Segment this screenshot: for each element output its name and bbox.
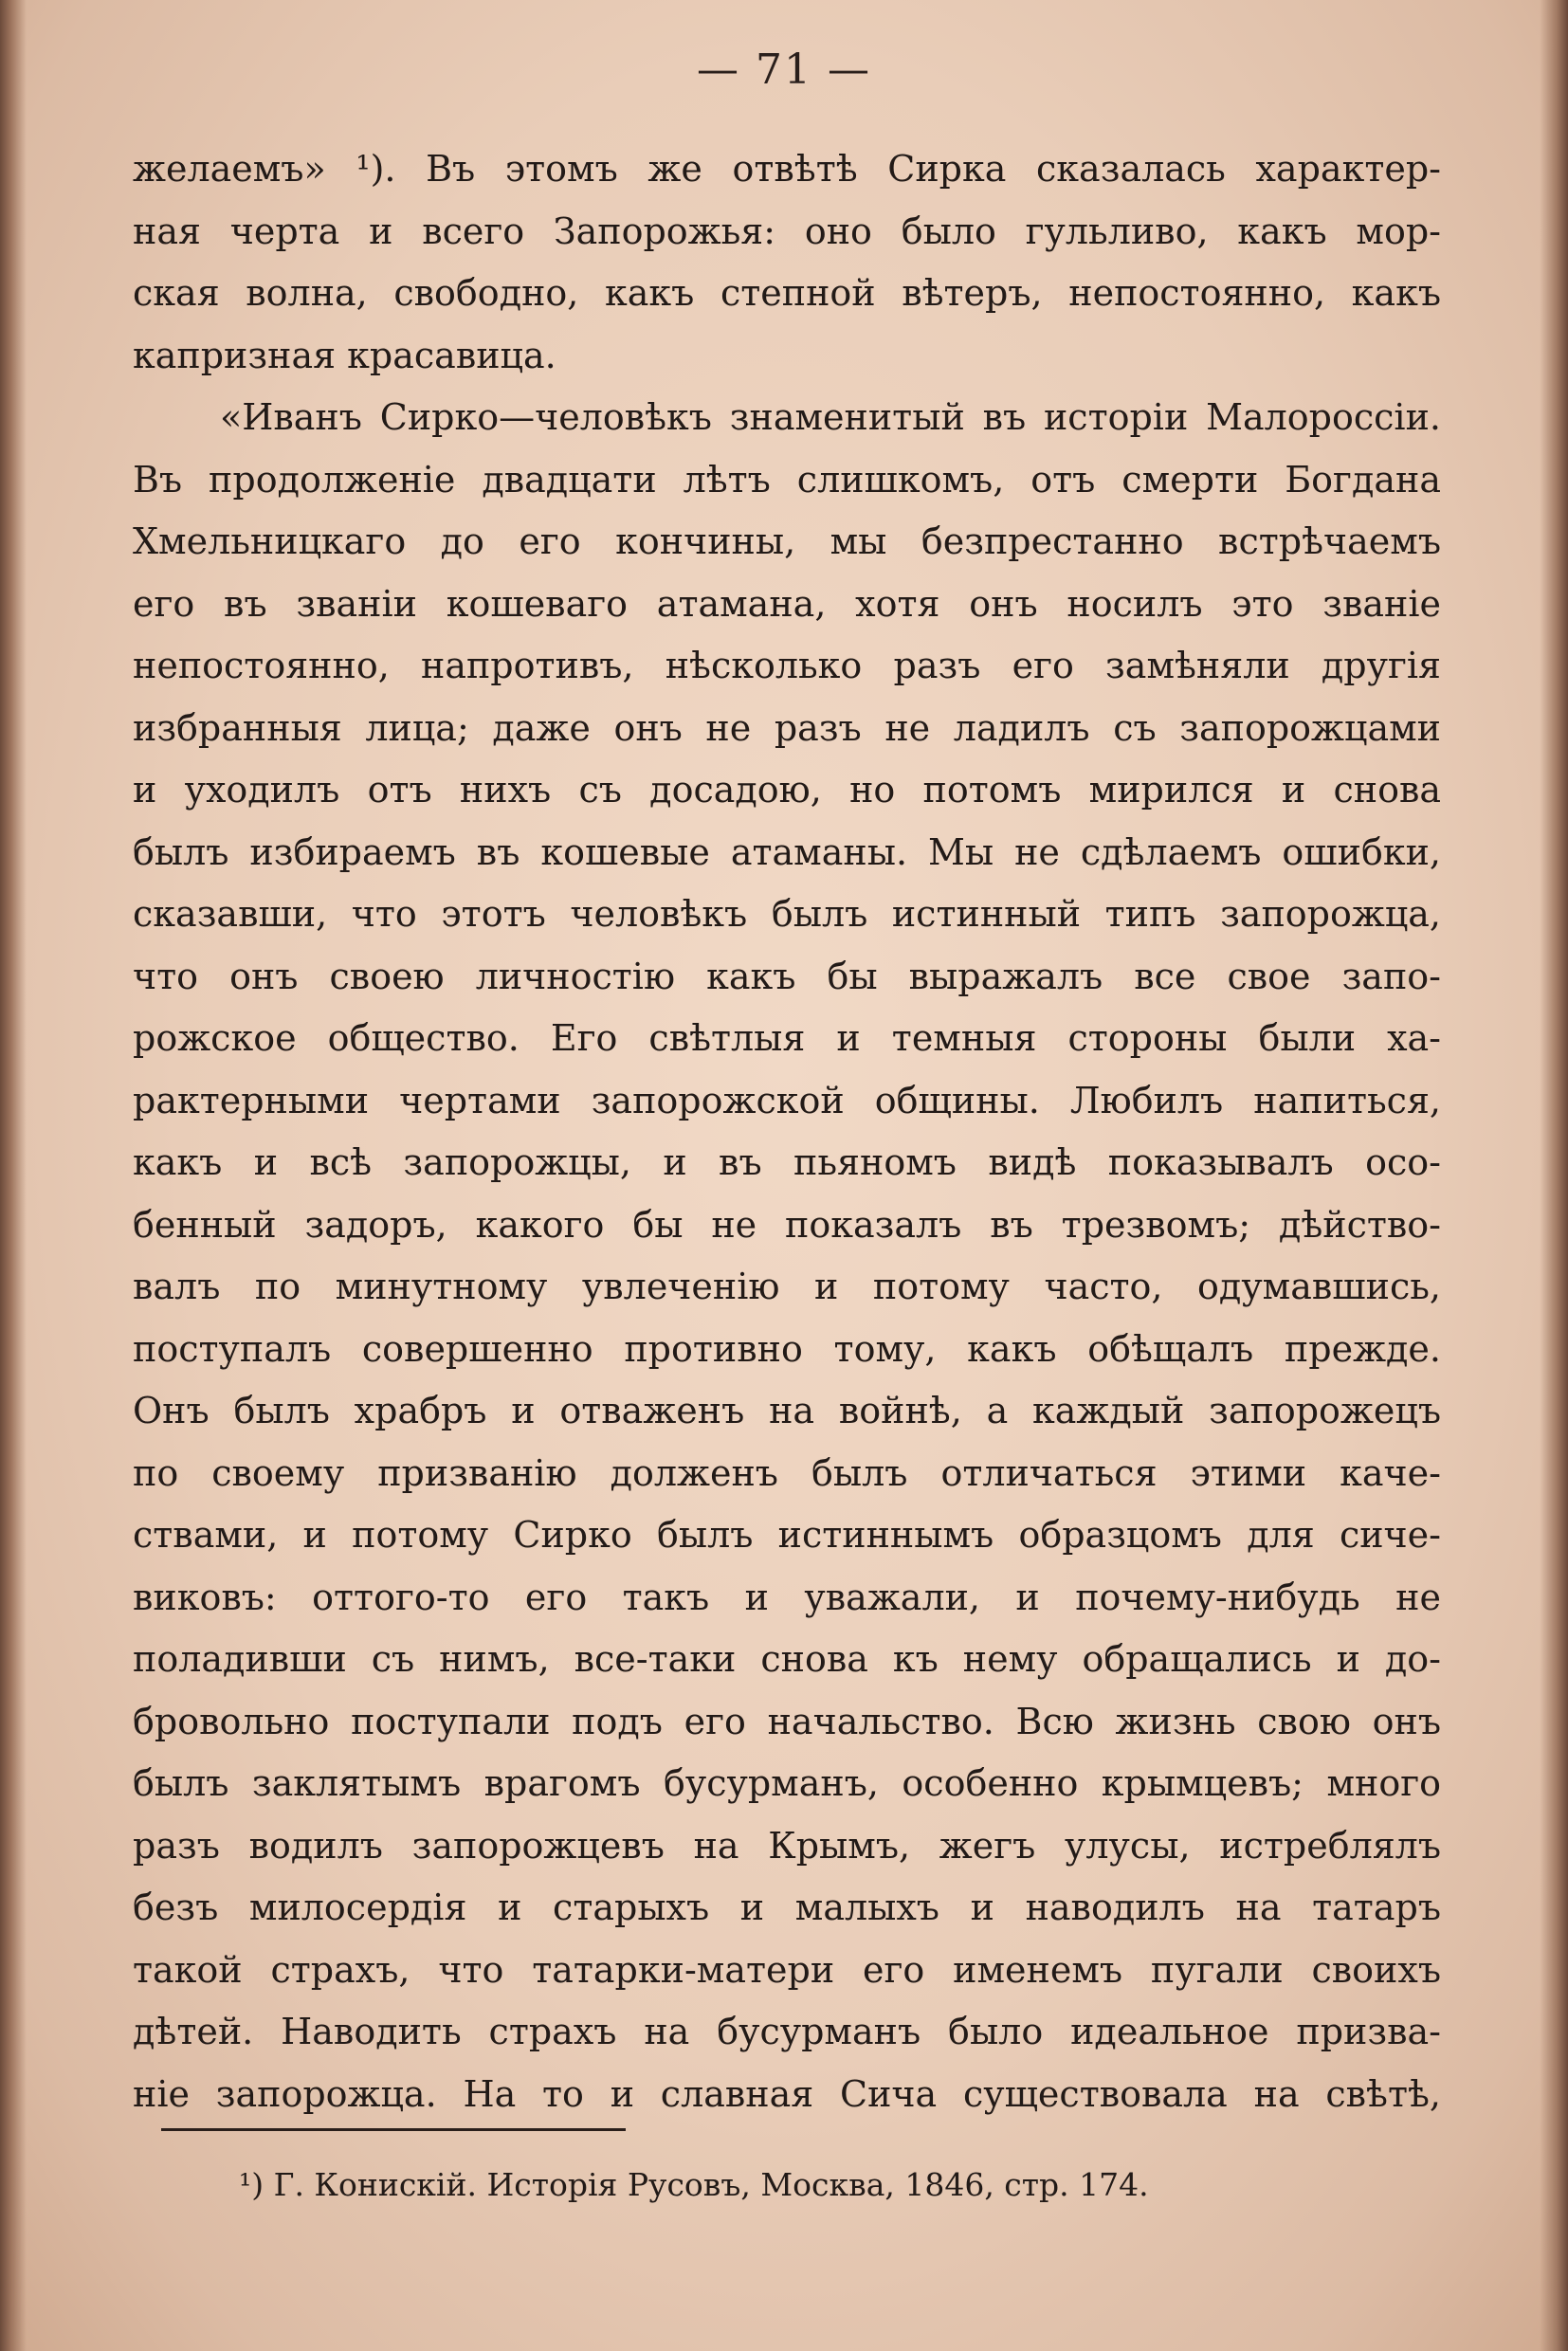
text-line: желаемъ» ¹). Въ этомъ же отвѣтѣ Сирка сказалась характер-	[133, 148, 1441, 190]
text-line: что онъ своею личностію какъ бы выражалъ все свое запо-	[133, 955, 1441, 997]
text-line: бенный задоръ, какого бы не показалъ въ трезвомъ; дѣйство-	[133, 1203, 1441, 1246]
text-line: валъ по минутному увлеченію и потому часто, одумавшись,	[133, 1266, 1441, 1307]
text-line: поладивши съ нимъ, все-таки снова къ нему обращались и до-	[133, 1638, 1441, 1680]
text-line: былъ заклятымъ врагомъ бусурманъ, особенно крымцевъ; много	[133, 1762, 1441, 1804]
text-line: ствами, и потому Сирко былъ истиннымъ образцомъ для сиче-	[133, 1514, 1441, 1556]
footnote-divider	[161, 2128, 626, 2131]
text-line: ская волна, свободно, какъ степной вѣтеръ, непостоянно, какъ	[133, 272, 1441, 314]
text-line: и уходилъ отъ нихъ съ досадою, но потомъ мирился и снова	[133, 769, 1441, 811]
text-line: дѣтей. Наводить страхъ на бусурманъ было идеальное призва-	[133, 2011, 1441, 2052]
text-line: сказавши, что этотъ человѣкъ былъ истинный типъ запорожца,	[133, 893, 1441, 935]
text-line: Онъ былъ храбръ и отваженъ на войнѣ, а каждый запорожецъ	[133, 1390, 1441, 1431]
body-text	[133, 138, 1441, 2125]
text-line: Хмельницкаго до его кончины, мы безпрестанно встрѣчаемъ	[133, 520, 1441, 562]
text-line: ніе запорожца. На то и славная Сича существовала на свѣтѣ,	[133, 2072, 1441, 2115]
text-line: капризная красавица.	[133, 334, 556, 376]
text-line: бровольно поступали подъ его начальство. Всю жизнь свою онъ	[133, 1700, 1441, 1742]
text-line: разъ водилъ запорожцевъ на Крымъ, жегъ улусы, истреблялъ	[133, 1824, 1441, 1867]
text-line: такой страхъ, что татарки-матери его именемъ пугали своихъ	[133, 1948, 1441, 1991]
text-line: по своему призванію долженъ былъ отличаться этими каче-	[133, 1451, 1441, 1494]
page-edge-right	[1540, 0, 1568, 2351]
text-line: виковъ: оттого-то его такъ и уважали, и почему-нибудь не	[133, 1576, 1441, 1618]
text-line: былъ избираемъ въ кошевые атаманы. Мы не сдѣлаемъ ошибки,	[133, 830, 1441, 873]
footnote: ¹) Г. Конискій. Исторія Русовъ, Москва, 1846, стр. 174.	[239, 2166, 1149, 2203]
text-line: рактерными чертами запорожской общины. Любилъ напиться,	[133, 1079, 1441, 1121]
text-line: поступалъ совершенно противно тому, какъ обѣщалъ прежде.	[133, 1327, 1441, 1370]
text-line: безъ милосердія и старыхъ и малыхъ и наводилъ на татаръ	[133, 1886, 1441, 1928]
page-number: — 71 —	[697, 46, 871, 94]
text-line: его въ званіи кошеваго атамана, хотя онъ носилъ это званіе	[133, 582, 1441, 625]
text-line: рожское общество. Его свѣтлыя и темныя стороны были ха-	[133, 1017, 1441, 1059]
text-line: ная черта и всего Запорожья: оно было гульливо, какъ мор-	[133, 210, 1441, 252]
text-line: избранныя лица; даже онъ не разъ не ладилъ съ запорожцами	[133, 706, 1441, 749]
text-line: Въ продолженіе двадцати лѣтъ слишкомъ, отъ смерти Богдана	[133, 458, 1441, 501]
text-line: какъ и всѣ запорожцы, и въ пьяномъ видѣ показывалъ осо-	[133, 1141, 1441, 1183]
text-line: непостоянно, напротивъ, нѣсколько разъ его замѣняли другія	[133, 645, 1441, 686]
text-line: «Иванъ Сирко—человѣкъ знаменитый въ исторіи Малороссіи.	[220, 396, 1441, 438]
page-edge-left	[0, 0, 27, 2351]
